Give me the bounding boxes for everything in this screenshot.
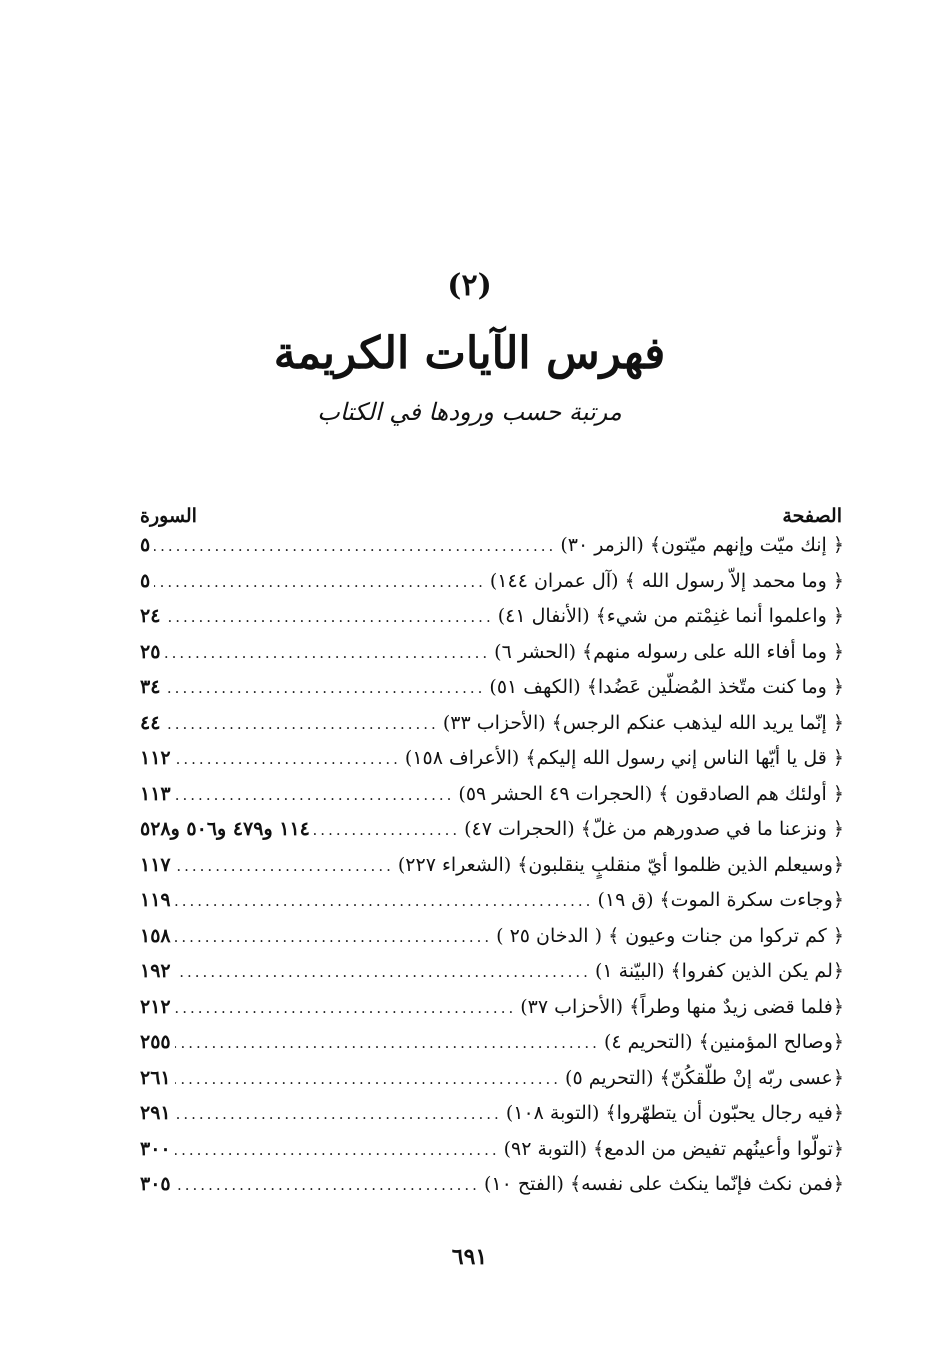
entry-pages: ١١٩ [140,889,171,911]
entry-verse: ﴿فلما قضى زيدٌ منها وطراً﴾ (الأحزاب ٣٧) [520,995,844,1018]
entry-pages: ٣٠٠ [140,1137,171,1160]
entry-verse: ﴿لم يكن الذين كفروا﴾ (البيّنة ١) [594,960,844,982]
index-header [140,505,842,531]
entry-verse: ﴿وسيعلم الذين ظلموا أيّ منقلبٍ ينقلبون﴾ (الشعراء ٢٢٧) [397,853,844,876]
leader-dots [154,573,486,591]
entry-pages: ١١٢ [140,747,171,769]
entry-verse: ﴿وصالح المؤمنين﴾ (التحريم ٤) [603,1031,844,1053]
entry-verse: ﴿ واعلموا أنما غنِمْتم من شيء﴾ (الأنفال ٤١) [497,605,844,627]
page-subtitle: مرتبة حسب ورودها في الكتاب [317,398,622,426]
leader-dots [175,963,591,981]
leader-dots [175,1070,561,1088]
entry-verse: ﴿ وما محمد إلاّ رسول الله ﴾ (آل عمران ١٤٤) [489,569,844,592]
verse-index-list [140,534,844,1209]
index-entry [140,1102,844,1138]
entry-pages: ١٥٨ [140,924,171,947]
header-surah-column: السورة [140,505,197,527]
entry-pages: ٣٠٥ [140,1173,171,1195]
entry-verse: ﴿ إنك ميّت وإنهم ميّتون﴾ (الزمر ٣٠) [560,534,844,556]
entry-pages: ٥ [140,534,151,556]
leader-dots [175,1141,500,1159]
entry-pages: ٢١٢ [140,995,171,1018]
entry-pages: ٥ [140,569,151,592]
index-entry [140,605,844,641]
section-number: (٢) [447,268,492,303]
index-entry [140,676,844,712]
leader-dots [175,1176,480,1194]
index-entry [140,889,844,925]
entry-pages: ٣٤ [140,676,161,698]
entry-pages: ١٩٢ [140,960,171,982]
leader-dots [164,679,485,697]
leader-dots [175,857,394,875]
leader-dots [175,999,517,1017]
page-title: فهرس الآيات الكريمة [273,328,666,379]
leader-dots [175,1034,600,1052]
entry-pages: ٢٥٥ [140,1031,171,1053]
entry-verse: ﴿فيه رجال يحبّون أن يتطهّروا﴾ (التوبة ١٠٨) [505,1102,844,1124]
entry-verse: ﴿فمن نكث فإنّما ينكث على نفسه﴾ (الفتح ١٠) [483,1173,844,1195]
index-entry [140,641,844,677]
entry-verse: ﴿ وما أفاء الله على رسوله منهم﴾ (الحشر ٦) [494,640,844,663]
leader-dots [175,786,455,804]
index-entry [140,534,844,570]
leader-dots [314,821,460,839]
index-entry [140,1173,844,1209]
entry-verse: ﴿تولّوا وأعينُهم تفيض من الدمع﴾ (التوبة ٩٢) [503,1137,844,1160]
entry-verse: ﴿عسى ربّه إنْ طلّقكُنّ﴾ (التحريم ٥) [565,1066,844,1089]
leader-dots [164,715,438,733]
index-entry [140,747,844,783]
entry-verse: ﴿وجاءت سكرة الموت﴾ (ق ١٩) [597,889,844,911]
entry-verse: ﴿ أولئك هم الصادقون ﴾ (الحجرات ٤٩ الحشر ٥٩) [458,782,844,805]
entry-pages: ٢٦١ [140,1066,171,1089]
entry-pages: ٢٩١ [140,1102,171,1124]
entry-pages: ١١٣ [140,782,171,805]
leader-dots [154,537,556,555]
leader-dots [164,608,493,626]
entry-pages: ٢٤ [140,605,161,627]
index-entry [140,1138,844,1174]
index-entry [140,960,844,996]
page-number: ٦٩١ [451,1244,488,1270]
entry-pages: ١١٧ [140,853,171,876]
entry-pages: ٤٤ [140,711,161,734]
index-entry [140,712,844,748]
entry-verse: ﴿ إنّما يريد الله ليذهب عنكم الرجس﴾ (الأحزاب ٣٣) [442,711,844,734]
index-entry [140,1031,844,1067]
entry-pages: ٢٥ [140,640,161,663]
index-entry [140,783,844,819]
entry-verse: ﴿ كم تركوا من جنات وعيون ﴾ ( الدخان ٢٥ ) [496,924,844,947]
entry-verse: ﴿ ونزعنا ما في صدورهم من غلّ﴾ (الحجرات ٤٧) [464,818,844,840]
index-entry [140,925,844,961]
leader-dots [175,892,594,910]
leader-dots [175,928,493,946]
index-entry [140,996,844,1032]
index-entry [140,1067,844,1103]
leader-dots [164,644,490,662]
entry-pages: ١١٤ و٤٧٩ و٥٠٦ و٥٢٨ [140,818,310,840]
index-entry [140,570,844,606]
index-entry [140,854,844,890]
entry-verse: ﴿ قل يا أيّها الناس إني رسول الله إليكم﴾ (الأعراف ١٥٨) [404,747,844,769]
index-entry [140,818,844,854]
header-page-column: الصفحة [782,505,842,527]
entry-verse: ﴿ وما كنت متّخذ المُضلّين عَضُدا﴾ (الكهف ٥١) [489,676,844,698]
leader-dots [175,750,401,768]
leader-dots [175,1105,502,1123]
